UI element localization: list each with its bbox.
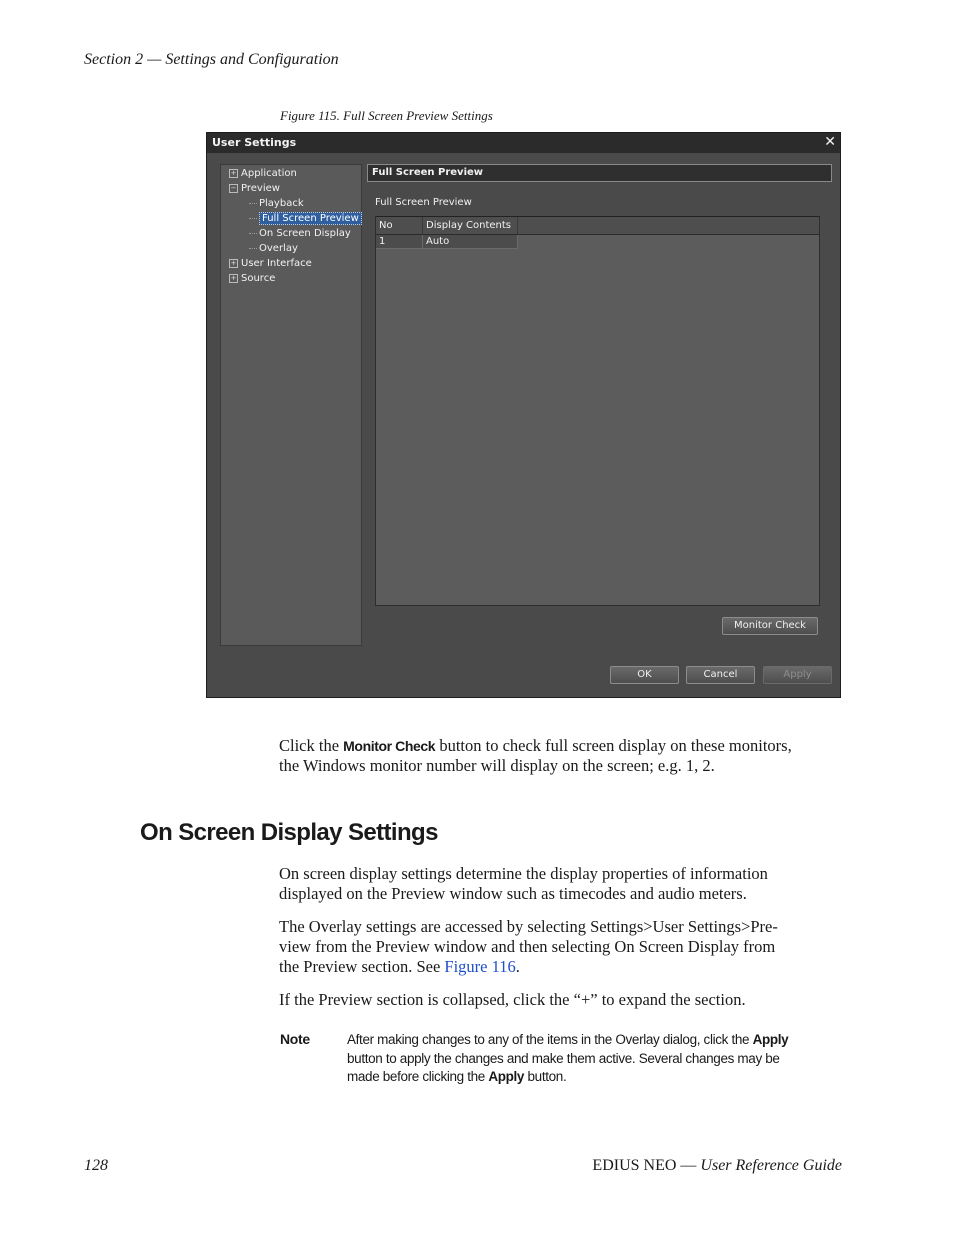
tree-item-user-interface[interactable] bbox=[229, 257, 312, 271]
tree-item-label: Full Screen Preview bbox=[259, 212, 362, 225]
tree-item-full-screen-preview[interactable] bbox=[249, 212, 362, 226]
tree-item-label: Source bbox=[241, 273, 276, 284]
text: displayed on the Preview window such as timecodes and audio meters. bbox=[279, 884, 747, 903]
expand-icon[interactable]: + bbox=[230, 258, 237, 267]
footer-title bbox=[592, 1157, 842, 1175]
text: The Overlay settings are accessed by selecting Settings>User Settings>Pre- bbox=[279, 917, 778, 936]
guide-name: User Reference Guide bbox=[700, 1157, 842, 1174]
column-header-display-contents[interactable]: Display Contents bbox=[423, 217, 518, 234]
table-row[interactable] bbox=[376, 235, 819, 250]
dialog-titlebar bbox=[207, 133, 840, 153]
text: button to apply the changes and make them active. Several changes may be bbox=[347, 1050, 780, 1066]
user-settings-dialog bbox=[206, 132, 841, 698]
tree-connector bbox=[249, 203, 257, 204]
tree-item-label: Preview bbox=[241, 183, 280, 194]
running-head: Section 2 — Settings and Configuration bbox=[84, 51, 339, 68]
paragraph-monitor-check bbox=[279, 736, 844, 776]
tree-item-label: Playback bbox=[259, 198, 304, 209]
paragraph-osd-intro bbox=[279, 864, 844, 904]
note-label: Note bbox=[280, 1031, 310, 1047]
ui-term: Apply bbox=[488, 1069, 525, 1084]
page-number: 128 bbox=[84, 1157, 108, 1174]
display-list[interactable] bbox=[375, 216, 820, 606]
collapse-icon[interactable]: − bbox=[230, 183, 237, 192]
tree-item-on-screen-display[interactable] bbox=[249, 227, 351, 241]
tree-item-label: Application bbox=[241, 168, 297, 179]
text: button to check full screen display on these monitors, bbox=[435, 736, 792, 755]
ui-term: Monitor Check bbox=[343, 738, 436, 754]
product-name: EDIUS NEO bbox=[592, 1157, 677, 1174]
cancel-button[interactable]: Cancel bbox=[686, 666, 755, 684]
figure-caption: Figure 115. Full Screen Preview Settings bbox=[280, 108, 493, 123]
list-header bbox=[376, 217, 819, 235]
settings-tree bbox=[220, 164, 362, 646]
dialog-title: User Settings bbox=[212, 136, 297, 149]
expand-icon[interactable]: + bbox=[230, 168, 237, 177]
text: made before clicking the bbox=[347, 1069, 489, 1084]
tree-item-label: On Screen Display bbox=[259, 228, 351, 239]
figure-link[interactable]: Figure 116 bbox=[444, 957, 516, 976]
text: On screen display settings determine the display properties of information bbox=[279, 864, 768, 883]
column-header-no[interactable]: No bbox=[376, 217, 423, 234]
tree-item-playback[interactable] bbox=[249, 197, 304, 211]
ok-button[interactable]: OK bbox=[610, 666, 679, 684]
expand-icon[interactable]: + bbox=[230, 273, 237, 282]
text: the Preview section. See bbox=[279, 957, 445, 976]
cell-display-contents: Auto bbox=[423, 235, 518, 249]
close-icon[interactable]: ✕ bbox=[824, 134, 836, 150]
section-header: Full Screen Preview bbox=[367, 164, 832, 182]
text: . bbox=[515, 957, 520, 976]
paragraph-overlay-access bbox=[279, 917, 844, 977]
paragraph-collapsed: If the Preview section is collapsed, click the “+” to expand the section. bbox=[279, 990, 746, 1009]
note-text bbox=[347, 1031, 817, 1087]
separator: — bbox=[676, 1157, 701, 1174]
tree-item-application[interactable] bbox=[229, 167, 297, 181]
tree-connector bbox=[249, 248, 257, 249]
text: After making changes to any of the items in the Overlay dialog, click the bbox=[347, 1032, 753, 1047]
section-heading: On Screen Display Settings bbox=[140, 819, 438, 846]
tree-item-source[interactable] bbox=[229, 272, 275, 286]
text: the Windows monitor number will display on the screen; e.g. 1, 2. bbox=[279, 756, 715, 775]
tree-item-label: User Interface bbox=[241, 258, 312, 269]
cell-no: 1 bbox=[376, 235, 423, 249]
text: view from the Preview window and then selecting On Screen Display from bbox=[279, 937, 776, 956]
tree-connector bbox=[249, 233, 257, 234]
tree-connector bbox=[249, 218, 257, 219]
tree-item-label: Overlay bbox=[259, 243, 298, 254]
text: button. bbox=[524, 1069, 567, 1084]
tree-item-preview[interactable] bbox=[229, 182, 280, 196]
apply-button[interactable]: Apply bbox=[763, 666, 832, 684]
group-label: Full Screen Preview bbox=[375, 197, 472, 208]
text: Click the bbox=[279, 736, 344, 755]
ui-term: Apply bbox=[752, 1032, 789, 1047]
tree-item-overlay[interactable] bbox=[249, 242, 298, 256]
monitor-check-button[interactable]: Monitor Check bbox=[722, 617, 818, 635]
